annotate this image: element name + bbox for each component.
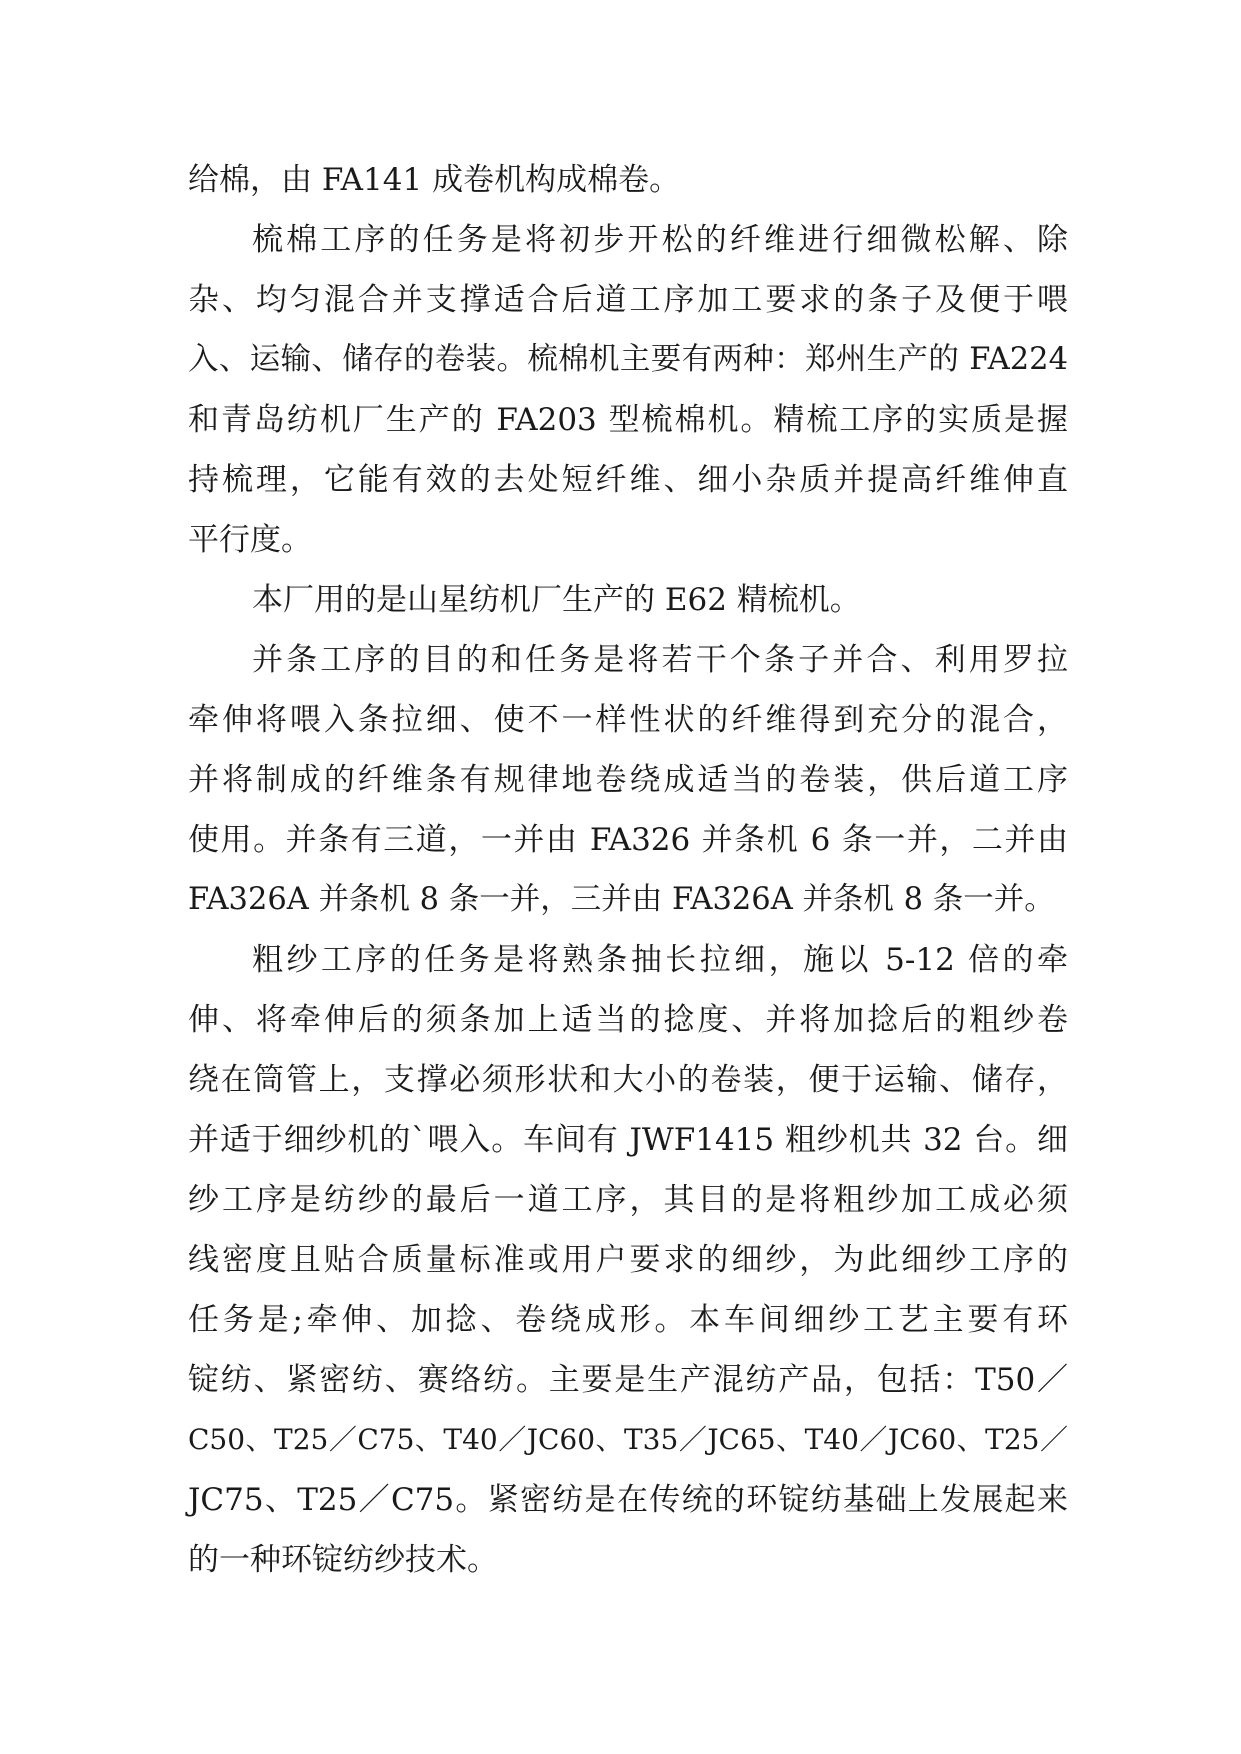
text-line: 入、运输、储存的卷装。梳棉机主要有两种：郑州生产的 FA224	[188, 342, 1068, 377]
text-line: 使用。并条有三道，一并由 FA326 并条机 6 条一并，二并由	[188, 822, 1068, 858]
text-line: 和青岛纺机厂生产的 FA203 型梳棉机。精梳工序的实质是握	[188, 402, 1068, 438]
paragraph-start-line: 并条工序的目的和任务是将若干个条子并合、利用罗拉	[252, 642, 1068, 678]
text-line: 持梳理，它能有效的去处短纤维、细小杂质并提高纤维伸直	[188, 462, 1068, 498]
text-line: 平行度。	[188, 522, 312, 558]
text-line: 杂、均匀混合并支撑适合后道工序加工要求的条子及便于喂	[188, 282, 1068, 318]
text-line: 并将制成的纤维条有规律地卷绕成适当的卷装，供后道工序	[188, 762, 1068, 798]
text-line: FA326A 并条机 8 条一并，三并由 FA326A 并条机 8 条一并。	[188, 882, 1055, 917]
body-text	[188, 150, 1068, 1590]
text-line: 并适于细纱机的`喂入。车间有 JWF1415 粗纱机共 32 台。细	[188, 1122, 1068, 1158]
paragraph-start-line: 本厂用的是山星纺机厂生产的 E62 精梳机。	[252, 582, 861, 618]
text-line: 任务是;牵伸、加捻、卷绕成形。本车间细纱工艺主要有环	[188, 1302, 1068, 1338]
text-line: 给棉，由 FA141 成卷机构成棉卷。	[188, 162, 681, 198]
text-line: 锭纺、紧密纺、赛络纺。主要是生产混纺产品，包括：T50／	[188, 1362, 1068, 1398]
text-line: JC75、T25／C75。紧密纺是在传统的环锭纺基础上发展起来	[188, 1482, 1068, 1518]
text-line: C50、T25／C75、T40／JC60、T35／JC65、T40／JC60、T25／	[188, 1423, 1068, 1456]
text-line: 线密度且贴合质量标准或用户要求的细纱，为此细纱工序的	[188, 1242, 1068, 1278]
text-line: 绕在筒管上，支撑必须形状和大小的卷装，便于运输、储存，	[188, 1062, 1068, 1098]
paragraph-start-line: 梳棉工序的任务是将初步开松的纤维进行细微松解、除	[252, 222, 1068, 258]
text-line: 的一种环锭纺纱技术。	[188, 1542, 498, 1578]
text-line: 伸、将牵伸后的须条加上适当的捻度、并将加捻后的粗纱卷	[188, 1002, 1068, 1038]
text-line: 纱工序是纺纱的最后一道工序，其目的是将粗纱加工成必须	[188, 1182, 1068, 1218]
text-line: 牵伸将喂入条拉细、使不一样性状的纤维得到充分的混合，	[188, 702, 1068, 738]
paragraph-start-line: 粗纱工序的任务是将熟条抽长拉细，施以 5-12 倍的牵	[252, 942, 1068, 978]
